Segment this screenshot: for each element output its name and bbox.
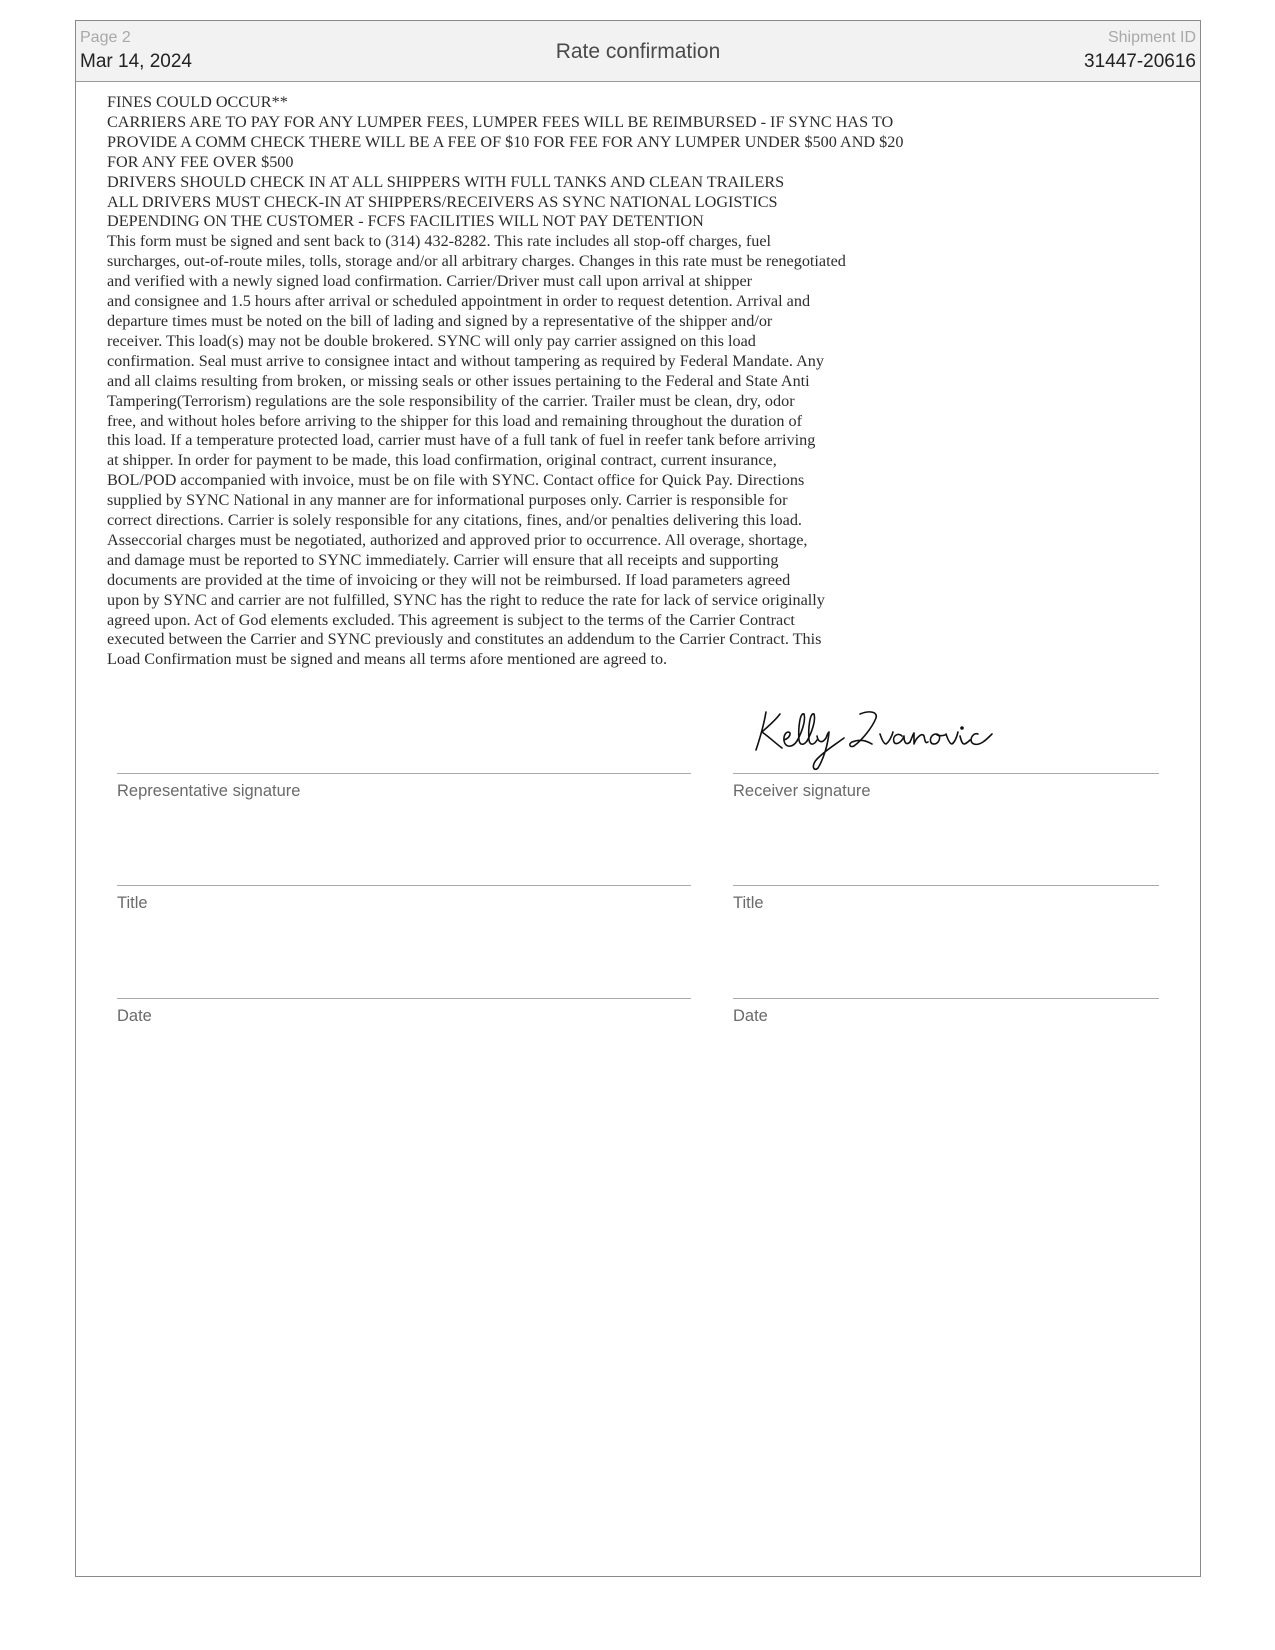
representative-signature-line[interactable] bbox=[117, 773, 691, 774]
document-page bbox=[75, 20, 1201, 1577]
terms-line: supplied by SYNC National in any manner are for informational purposes only. Carrier is responsible for bbox=[107, 491, 788, 510]
terms-line: surcharges, out-of-route miles, tolls, storage and/or all arbitrary charges. Changes in this rate must be renegotiated bbox=[107, 252, 846, 271]
terms-line: and damage must be reported to SYNC immediately. Carrier will ensure that all receipts and supporting bbox=[107, 550, 779, 569]
terms-line: DEPENDING ON THE CUSTOMER - FCFS FACILITIES WILL NOT PAY DETENTION bbox=[107, 212, 704, 231]
document-title: Rate confirmation bbox=[555, 40, 721, 63]
page-number: Page 2 bbox=[80, 29, 131, 46]
representative-date-line[interactable] bbox=[117, 998, 691, 999]
terms-line: this load. If a temperature protected load, carrier must have of a full tank of fuel in reefer tank before arriving bbox=[107, 431, 816, 450]
terms-line: Load Confirmation must be signed and means all terms afore mentioned are agreed to. bbox=[107, 650, 668, 669]
terms-line: PROVIDE A COMM CHECK THERE WILL BE A FEE OF $10 FOR FEE FOR ANY LUMPER UNDER $500 AND $20 bbox=[107, 132, 904, 151]
terms-line: confirmation. Seal must arrive to consignee intact and without tampering as required by Federal Mandate. Any bbox=[107, 351, 824, 370]
terms-line: correct directions. Carrier is solely responsible for any citations, fines, and/or penalties delivering this load. bbox=[107, 511, 802, 530]
terms-line: FOR ANY FEE OVER $500 bbox=[107, 152, 294, 171]
terms-and-conditions bbox=[107, 93, 1107, 670]
receiver-date-label: Date bbox=[733, 1007, 768, 1025]
shipment-id-label: Shipment ID bbox=[1107, 29, 1196, 46]
representative-date-label: Date bbox=[117, 1007, 152, 1025]
receiver-signature-line[interactable] bbox=[733, 773, 1159, 774]
receiver-title-label: Title bbox=[733, 894, 764, 912]
terms-line: DRIVERS SHOULD CHECK IN AT ALL SHIPPERS WITH FULL TANKS AND CLEAN TRAILERS bbox=[107, 172, 785, 191]
terms-line: and all claims resulting from broken, or missing seals or other issues pertaining to the Federal and State Anti bbox=[107, 371, 810, 390]
representative-signature-label: Representative signature bbox=[117, 782, 301, 800]
terms-line: BOL/POD accompanied with invoice, must be on file with SYNC. Contact office for Quick Pay. Directions bbox=[107, 471, 805, 490]
receiver-signature-label: Receiver signature bbox=[733, 782, 871, 800]
terms-line: executed between the Carrier and SYNC previously and constitutes an addendum to the Carrier Contract. This bbox=[107, 630, 822, 649]
handwritten-signature bbox=[752, 700, 1002, 772]
terms-line: at shipper. In order for payment to be made, this load confirmation, original contract, current insurance, bbox=[107, 451, 777, 470]
terms-line: free, and without holes before arriving to the shipper for this load and remaining throughout the duration of bbox=[107, 411, 802, 430]
terms-line: upon by SYNC and carrier are not fulfilled, SYNC has the right to reduce the rate for lack of service originally bbox=[107, 590, 825, 609]
terms-line: documents are provided at the time of invoicing or they will not be reimbursed. If load parameters agreed bbox=[107, 570, 791, 589]
representative-title-line[interactable] bbox=[117, 885, 691, 886]
terms-line: FINES COULD OCCUR** bbox=[107, 93, 288, 111]
terms-line: agreed upon. Act of God elements excluded. This agreement is subject to the terms of the Carrier Contract bbox=[107, 610, 795, 629]
terms-line: Tampering(Terrorism) regulations are the sole responsibility of the carrier. Trailer must be clean, dry, odor bbox=[107, 391, 795, 410]
representative-title-label: Title bbox=[117, 894, 148, 912]
receiver-date-line[interactable] bbox=[733, 998, 1159, 999]
terms-line: departure times must be noted on the bill of lading and signed by a representative of the shipper and/or bbox=[107, 311, 773, 330]
terms-line: ALL DRIVERS MUST CHECK-IN AT SHIPPERS/RECEIVERS AS SYNC NATIONAL LOGISTICS bbox=[107, 192, 778, 211]
terms-line: This form must be signed and sent back to (314) 432-8282. This rate includes all stop-off charges, fuel bbox=[107, 232, 771, 251]
terms-line: and verified with a newly signed load confirmation. Carrier/Driver must call upon arrival at shipper bbox=[107, 272, 753, 291]
receiver-title-line[interactable] bbox=[733, 885, 1159, 886]
terms-line: receiver. This load(s) may not be double brokered. SYNC will only pay carrier assigned on this load bbox=[107, 331, 756, 350]
header-right bbox=[1084, 28, 1196, 75]
document-date: Mar 14, 2024 bbox=[80, 51, 192, 72]
shipment-id-value: 31447-20616 bbox=[1084, 51, 1196, 72]
terms-line: CARRIERS ARE TO PAY FOR ANY LUMPER FEES, LUMPER FEES WILL BE REIMBURSED - IF SYNC HAS TO bbox=[107, 112, 894, 131]
terms-line: and consignee and 1.5 hours after arrival or scheduled appointment in order to request detention. Arrival and bbox=[107, 292, 811, 311]
page-header bbox=[76, 21, 1200, 82]
terms-line: Asseccorial charges must be negotiated, authorized and approved prior to occurrence. All overage, shortage, bbox=[107, 530, 808, 549]
